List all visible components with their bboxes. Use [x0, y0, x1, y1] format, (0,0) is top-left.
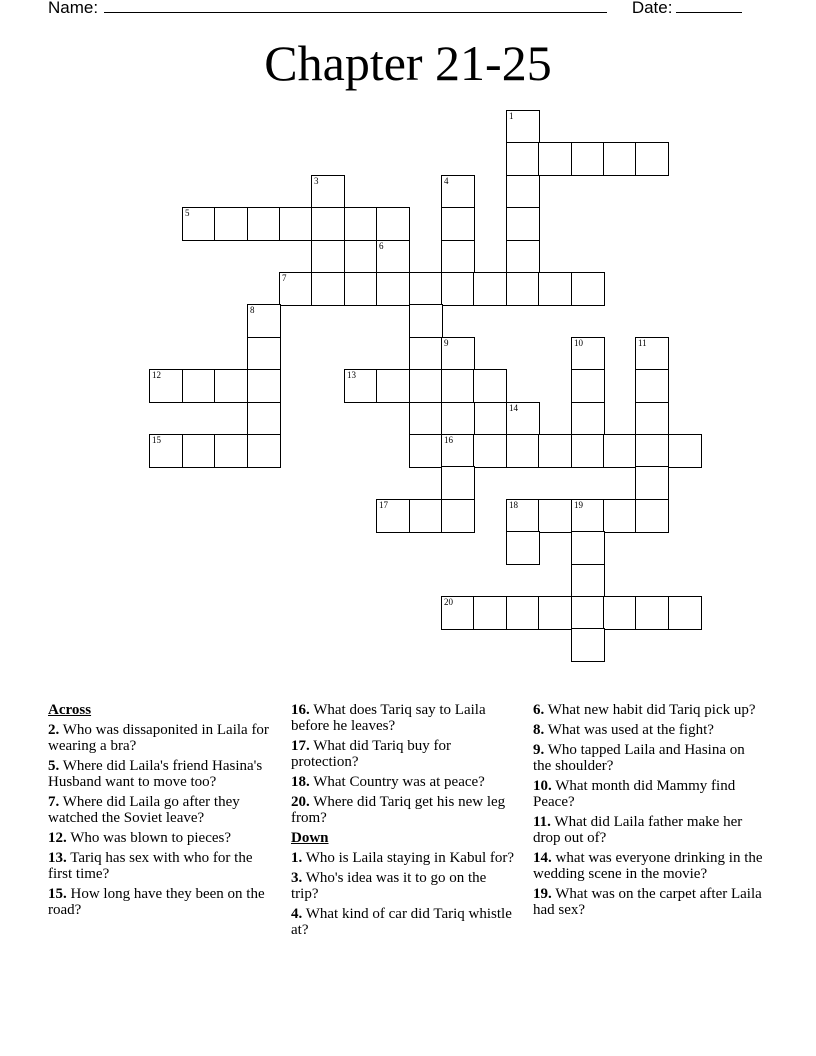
grid-cell[interactable]: [214, 207, 248, 241]
grid-cell[interactable]: [376, 369, 410, 403]
grid-cell[interactable]: [635, 402, 669, 436]
grid-cell[interactable]: [409, 272, 443, 306]
grid-cell[interactable]: [538, 142, 572, 176]
clue-number: 16.: [291, 702, 310, 718]
clue-item: [48, 794, 273, 826]
grid-cell[interactable]: [409, 369, 443, 403]
cell-number: 8: [250, 305, 255, 315]
grid-cell[interactable]: [506, 499, 540, 533]
grid-cell[interactable]: [441, 207, 475, 241]
grid-cell[interactable]: [538, 434, 572, 468]
grid-cell[interactable]: [635, 499, 669, 533]
grid-cell[interactable]: [149, 369, 183, 403]
grid-cell[interactable]: [506, 272, 540, 306]
grid-cell[interactable]: [506, 596, 540, 630]
clue-number: 14.: [533, 850, 552, 866]
grid-cell[interactable]: [311, 272, 345, 306]
grid-cell[interactable]: [344, 240, 378, 274]
grid-cell[interactable]: [506, 175, 540, 209]
grid-cell[interactable]: [571, 337, 605, 371]
clue-number: 7.: [48, 794, 60, 810]
clue-number: 20.: [291, 794, 310, 810]
cell-number: 1: [509, 111, 514, 121]
grid-cell[interactable]: [635, 369, 669, 403]
clue-text: What did Laila father make her drop out of?: [533, 814, 743, 846]
grid-cell[interactable]: [247, 369, 281, 403]
grid-cell[interactable]: [571, 402, 605, 436]
grid-cell[interactable]: [441, 596, 475, 630]
clue-text: What was on the carpet after Laila had sex?: [533, 886, 762, 918]
grid-cell[interactable]: [538, 499, 572, 533]
grid-cell[interactable]: [409, 499, 443, 533]
cell-number: 13: [347, 370, 356, 380]
clue-number: 13.: [48, 850, 67, 866]
grid-cell[interactable]: [635, 434, 669, 468]
down-heading: Down: [291, 830, 329, 846]
grid-cell[interactable]: [473, 596, 507, 630]
grid-cell[interactable]: [506, 110, 540, 144]
grid-cell[interactable]: [441, 240, 475, 274]
grid-cell[interactable]: [571, 531, 605, 565]
grid-cell[interactable]: [506, 531, 540, 565]
grid-cell[interactable]: [441, 272, 475, 306]
grid-cell[interactable]: [344, 272, 378, 306]
clue-text: What month did Mammy find Peace?: [533, 778, 736, 810]
clue-number: 9.: [533, 742, 545, 758]
grid-cell[interactable]: [441, 402, 475, 436]
grid-cell[interactable]: [247, 434, 281, 468]
grid-cell[interactable]: [247, 402, 281, 436]
cell-number: 5: [185, 208, 190, 218]
clue-text: How long have they been on the road?: [48, 886, 265, 918]
cell-number: 10: [574, 338, 583, 348]
grid-cell[interactable]: [506, 207, 540, 241]
clue-text: Tariq has sex with who for the first time?: [48, 850, 253, 882]
clue-item: [291, 850, 516, 866]
clue-text: What kind of car did Tariq whistle at?: [291, 906, 512, 938]
grid-cell[interactable]: [214, 369, 248, 403]
clue-item: [48, 850, 273, 882]
grid-cell[interactable]: [376, 240, 410, 274]
page-title: Chapter 21-25: [264, 35, 552, 91]
grid-cell[interactable]: [279, 272, 313, 306]
cell-number: 18: [509, 500, 518, 510]
clue-number: 3.: [291, 870, 303, 886]
grid-cell[interactable]: [571, 499, 605, 533]
clue-item: [291, 774, 516, 790]
clue-number: 1.: [291, 850, 303, 866]
grid-cell[interactable]: [668, 434, 702, 468]
grid-cell[interactable]: [441, 337, 475, 371]
grid-cell[interactable]: [635, 337, 669, 371]
grid-cell[interactable]: [571, 272, 605, 306]
clue-text: What does Tariq say to Laila before he leaves?: [291, 702, 486, 734]
clue-item: [291, 794, 516, 826]
clue-item: [533, 722, 763, 738]
name-label: Name:: [48, 0, 99, 17]
date-label: Date:: [631, 0, 673, 17]
grid-cell[interactable]: [441, 175, 475, 209]
grid-cell[interactable]: [182, 369, 216, 403]
grid-cell[interactable]: [635, 596, 669, 630]
grid-cell[interactable]: [376, 499, 410, 533]
cell-number: 3: [314, 176, 319, 186]
clue-number: 4.: [291, 906, 303, 922]
grid-cell[interactable]: [376, 272, 410, 306]
grid-cell[interactable]: [506, 402, 540, 436]
grid-cell[interactable]: [571, 564, 605, 598]
grid-cell[interactable]: [571, 628, 605, 662]
grid-cell[interactable]: [635, 142, 669, 176]
clue-text: Who tapped Laila and Hasina on the shoulder?: [533, 742, 745, 774]
clue-number: 10.: [533, 778, 552, 794]
clue-item: [291, 906, 516, 938]
cell-number: 6: [379, 241, 384, 251]
grid-cell[interactable]: [247, 207, 281, 241]
grid-cell[interactable]: [473, 369, 507, 403]
grid-cell[interactable]: [182, 434, 216, 468]
grid-cell[interactable]: [182, 207, 216, 241]
clue-number: 18.: [291, 774, 310, 790]
cell-number: 17: [379, 500, 388, 510]
grid-cell[interactable]: [279, 207, 313, 241]
cell-number: 12: [152, 370, 161, 380]
cell-number: 20: [444, 597, 453, 607]
clue-text: Who is Laila staying in Kabul for?: [302, 850, 515, 866]
clue-number: 6.: [533, 702, 545, 718]
cell-number: 4: [444, 176, 449, 186]
clue-item: [291, 738, 516, 770]
grid-cell[interactable]: [603, 434, 637, 468]
clue-text: What did Tariq buy for protection?: [291, 738, 452, 770]
grid-cell[interactable]: [506, 240, 540, 274]
grid-cell[interactable]: [247, 337, 281, 371]
grid-cell[interactable]: [668, 596, 702, 630]
grid-cell[interactable]: [506, 142, 540, 176]
clue-text: Who was dissaponited in Laila for wearing a bra?: [48, 722, 269, 754]
grid-cell[interactable]: [538, 272, 572, 306]
clue-text: What was used at the fight?: [544, 722, 714, 738]
clue-number: 2.: [48, 722, 60, 738]
grid-cell[interactable]: [603, 142, 637, 176]
clue-text: What Country was at peace?: [309, 774, 485, 790]
grid-cell[interactable]: [311, 240, 345, 274]
grid-cell[interactable]: [473, 434, 507, 468]
clue-number: 12.: [48, 830, 67, 846]
clue-number: 15.: [48, 886, 67, 902]
cell-number: 11: [638, 338, 647, 348]
cell-number: 9: [444, 338, 449, 348]
grid-cell[interactable]: [635, 466, 669, 500]
clue-number: 11.: [533, 814, 551, 830]
grid-cell[interactable]: [344, 369, 378, 403]
grid-cell[interactable]: [441, 369, 475, 403]
grid-cell[interactable]: [311, 175, 345, 209]
clue-text: Where did Laila's friend Hasina's Husband want to move too?: [48, 758, 263, 790]
clue-item: [291, 702, 516, 734]
grid-cell[interactable]: [571, 142, 605, 176]
grid-cell[interactable]: [571, 434, 605, 468]
grid-cell[interactable]: [149, 434, 183, 468]
grid-cell[interactable]: [409, 304, 443, 338]
clue-item: [48, 830, 273, 846]
clue-text: Where did Laila go after they watched the Soviet leave?: [48, 794, 240, 826]
clue-number: 17.: [291, 738, 310, 754]
grid-cell[interactable]: [571, 369, 605, 403]
clue-item: [533, 814, 763, 846]
clue-item: [533, 702, 763, 718]
clue-text: Who was blown to pieces?: [66, 830, 232, 846]
clues-column-1: [48, 702, 273, 922]
clue-number: 19.: [533, 886, 552, 902]
clue-item: [533, 850, 763, 882]
grid-cell[interactable]: [506, 434, 540, 468]
clue-number: 5.: [48, 758, 60, 774]
grid-cell[interactable]: [409, 402, 443, 436]
clue-item: [533, 742, 763, 774]
grid-cell[interactable]: [473, 272, 507, 306]
cell-number: 14: [509, 403, 518, 413]
clue-text: Who's idea was it to go on the trip?: [291, 870, 487, 902]
grid-cell[interactable]: [441, 499, 475, 533]
grid-cell[interactable]: [603, 596, 637, 630]
cell-number: 19: [574, 500, 583, 510]
grid-cell[interactable]: [376, 207, 410, 241]
grid-cell[interactable]: [247, 304, 281, 338]
grid-cell[interactable]: [311, 207, 345, 241]
clue-item: [291, 870, 516, 902]
grid-cell[interactable]: [603, 499, 637, 533]
grid-cell[interactable]: [409, 434, 443, 468]
cell-number: 16: [444, 435, 453, 445]
grid-cell[interactable]: [344, 207, 378, 241]
clue-item: [48, 758, 273, 790]
grid-cell[interactable]: [571, 596, 605, 630]
clues-column-3: [533, 702, 763, 922]
clue-text: Where did Tariq get his new leg from?: [291, 794, 506, 826]
clue-item: [48, 886, 273, 918]
grid-cell[interactable]: [441, 466, 475, 500]
clue-text: what was everyone drinking in the wedding scene in the movie?: [533, 850, 763, 882]
cell-number: 15: [152, 435, 161, 445]
across-heading: Across: [48, 702, 92, 718]
clue-item: [48, 722, 273, 754]
clue-item: [533, 886, 763, 918]
cell-number: 7: [282, 273, 287, 283]
grid-cell[interactable]: [214, 434, 248, 468]
grid-cell[interactable]: [409, 337, 443, 371]
clue-item: [533, 778, 763, 810]
clue-number: 8.: [533, 722, 545, 738]
clue-text: What new habit did Tariq pick up?: [544, 702, 756, 718]
grid-cell[interactable]: [538, 596, 572, 630]
grid-cell[interactable]: [441, 434, 475, 468]
clues-column-2: [291, 702, 516, 942]
